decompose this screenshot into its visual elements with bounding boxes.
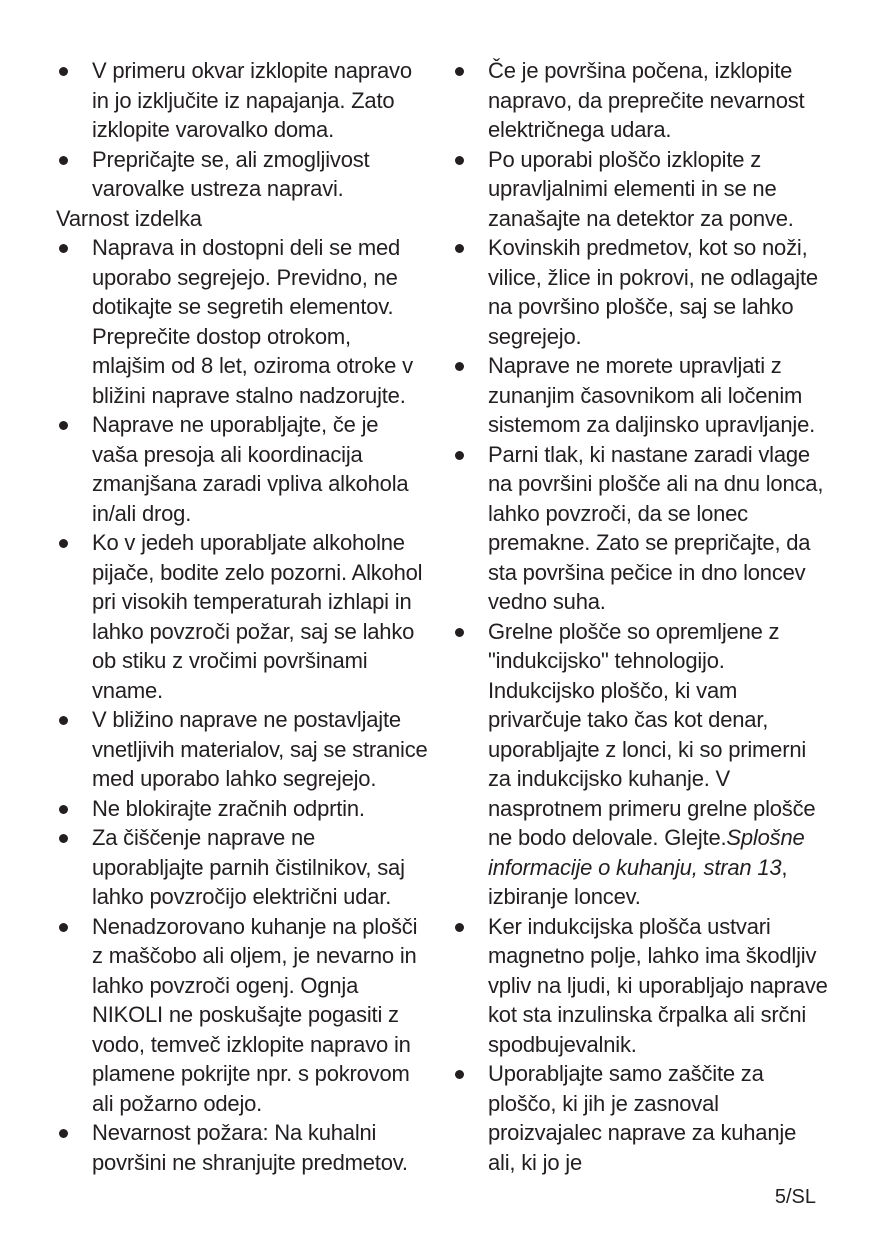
page-number: 5/SL [774,1186,816,1208]
bullet-icon [59,834,68,843]
bullet-icon [59,244,68,253]
bullet-icon [59,716,68,725]
cross-reference-link[interactable]: Splošne informacije o kuhanju, stran 13 [488,825,805,880]
list-item-text: Če je površina počena, izklopite napravo, da preprečite nevarnost električnega udara. [488,58,805,142]
bullet-icon [59,156,68,165]
bullet-icon [59,1129,68,1138]
list-item-text: , izbiranje loncev. [488,854,788,909]
list-item-text: Ne blokirajte zračnih odprtin. [92,795,365,821]
list-item [452,440,828,617]
bullet-icon [59,805,68,814]
list-item [452,1059,828,1177]
list-item [452,912,828,1060]
bullet-icon [455,156,464,165]
bullet-icon [59,67,68,76]
list-item-text: Naprava in dostopni deli se med uporabo segrejejo. Previdno, ne dotikajte se segretih elementov. Preprečite dostop otrokom, mlajšim od 8 let, oziroma otroke v bližini naprave stalno nadzorujte. [92,235,413,408]
list-item [56,410,428,528]
list-item-text: Naprave ne morete upravljati z zunanjim časovnikom ali ločenim sistemom za daljinsko upravljanje. [488,353,816,437]
list-item-text: Nenadzorovano kuhanje na plošči z maščobo ali oljem, je nevarno in lahko povzroči ogenj. Ognja NIKOLI ne poskušajte pogasiti z vodo, temveč izklopite napravo in plamene pokrijte npr. s pokrovom ali požarno odejo. [92,913,418,1116]
bullet-icon [59,539,68,548]
bullet-icon [455,923,464,932]
list-item [56,56,428,145]
list-item [56,705,428,794]
intro-bullet-list [56,56,428,204]
bullet-icon [59,421,68,430]
list-item [56,823,428,912]
section-heading: Varnost izdelka [56,205,202,231]
list-item-text: Po uporabi ploščo izklopite z upravljalnimi elementi in se ne zanašajte na detektor za ponve. [488,146,794,231]
list-item-text: Prepričajte se, ali zmogljivost varovalke ustreza napravi. [92,146,370,201]
bullet-icon [455,1070,464,1079]
list-item-text: V bližino naprave ne postavljajte vnetljivih materialov, saj se stranice med uporabo lahko segrejejo. [92,707,428,791]
list-item-text: Parni tlak, ki nastane zaradi vlage na površini plošče ali na dnu lonca, lahko povzroči, da se lonec premakne. Zato se prepričajte, da sta površina pečice in dno loncev vedno suha. [488,441,824,614]
bullet-icon [455,244,464,253]
bullet-icon [59,923,68,932]
list-item [56,233,428,410]
list-item-text: Grelne plošče so opremljene z "indukcijsko" tehnologijo. Indukcijsko ploščo, ki vam privarčuje tako čas kot denar, uporabljajte z lonci, ki so primerni za indukcijsko kuhanje. V nasprotnem primeru grelne plošče ne bodo delovale. Glejte. [488,618,816,850]
list-item [56,912,428,1119]
list-item [56,528,428,705]
list-item [56,1118,428,1177]
list-item [452,233,828,351]
list-item-induction [452,617,828,912]
list-item-text: Ker indukcijska plošča ustvari magnetno polje, lahko ima škodljiv vpliv na ljudi, ki uporabljajo naprave kot sta inzulinska črpalka ali srčni spodbujevalnik. [488,913,828,1057]
list-item [452,145,828,234]
list-item [452,351,828,440]
bullet-icon [455,628,464,637]
list-item [452,56,828,145]
list-item-text: Za čiščenje naprave ne uporabljajte parnih čistilnikov, saj lahko povzročijo električni udar. [92,825,405,909]
list-item-text: V primeru okvar izklopite napravo in jo izključite iz napajanja. Zato izklopite varovalko doma. [92,58,412,142]
list-item-text: Uporabljajte samo zaščite za ploščo, ki jih je zasnoval proizvajalec naprave za kuhanje ali, ki jo je [488,1061,797,1175]
product-safety-bullet-list [56,233,428,1177]
list-item [56,794,428,824]
bullet-icon [455,362,464,371]
list-item-text: Kovinskih predmetov, kot so noži, vilice, žlice in pokrovi, ne odlagajte na površino plošče, saj se lahko segrejejo. [488,235,818,349]
list-item [56,145,428,204]
bullet-icon [455,67,464,76]
bullet-icon [455,451,464,460]
right-bullet-list [452,56,828,1177]
left-column [56,56,428,1177]
list-item-text: Nevarnost požara: Na kuhalni površini ne shranjujte predmetov. [92,1120,408,1175]
list-item-text: Naprave ne uporabljajte, če je vaša presoja ali koordinacija zmanjšana zaradi vpliva alkohola in/ali drog. [92,412,409,526]
right-column [452,56,828,1177]
list-item-text: Ko v jedeh uporabljate alkoholne pijače, bodite zelo pozorni. Alkohol pri visokih temperaturah izhlapi in lahko povzroči požar, saj se lahko ob stiku z vročimi površinami vname. [92,530,423,703]
